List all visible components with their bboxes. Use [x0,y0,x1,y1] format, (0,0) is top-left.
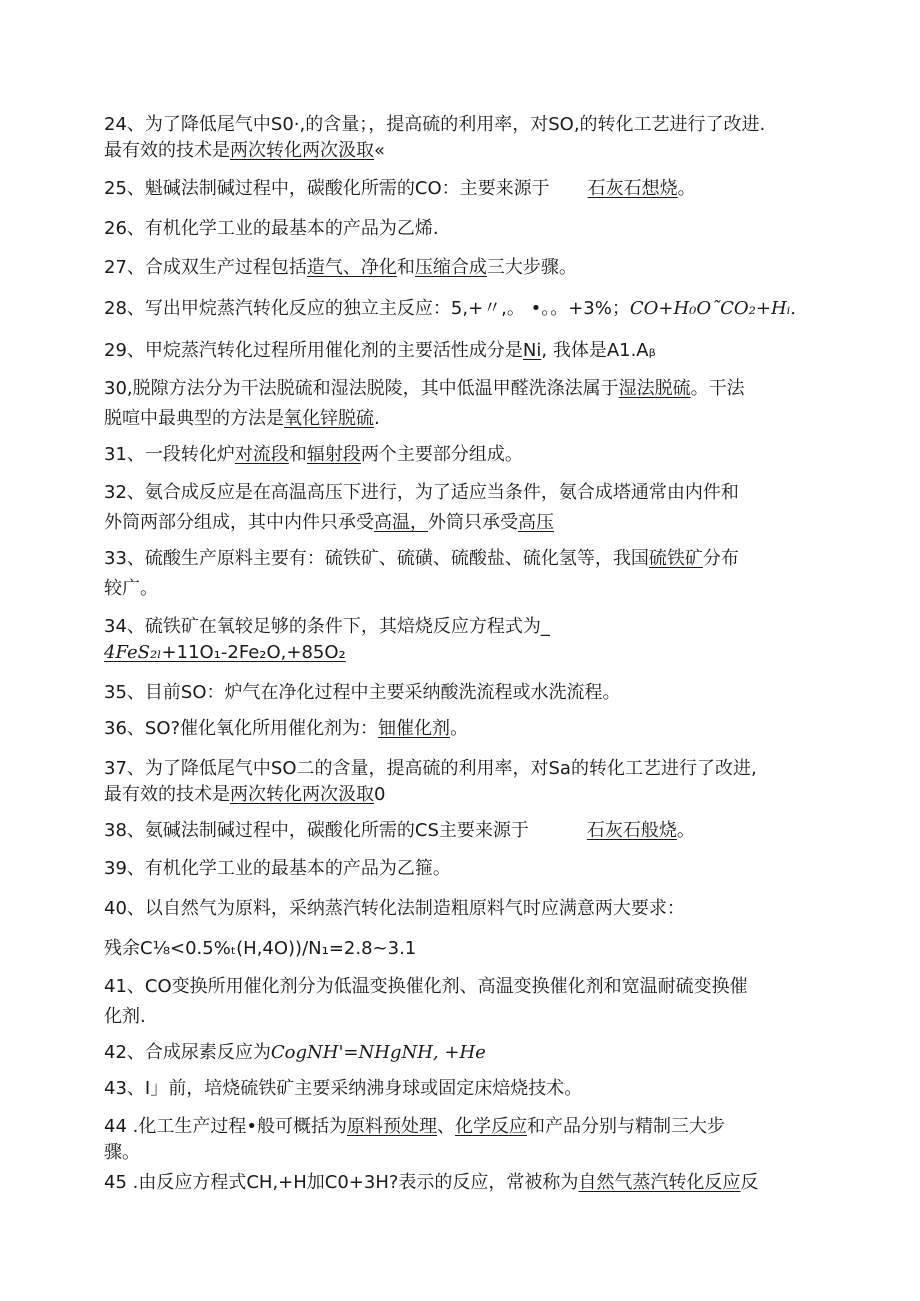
text-run: 39、有机化学工业的最基本的产品为乙箍。 [104,858,451,879]
text-run: 31、一段转化炉 [104,444,235,465]
text-run: 三大步骤。 [486,257,577,278]
line [104,716,816,742]
text-run: 。 [450,718,469,739]
item-39 [104,856,816,882]
answer-blank: 两次转化两次汲取 [230,784,374,805]
text-run: 43、I」前，培烧硫铁矿主要采纳沸身球或固定床焙烧技术。 [104,1078,583,1099]
text-run: 27、合成双生产过程包括 [104,257,307,278]
text-run: 、 [436,1116,455,1137]
text-run: 脱喧中最典型的方法是 [104,408,284,429]
item-40-answer [104,936,816,962]
line [104,818,816,844]
line [104,1076,816,1102]
line [104,756,816,782]
line [104,1004,816,1030]
text-run: 26、有机化学工业的最基本的产品为乙烯. [104,218,439,239]
line [104,510,816,536]
line [104,936,816,962]
formula: CogNH'=NHgNH, +He [270,1042,486,1063]
item-36 [104,716,816,742]
item-32 [104,480,816,536]
item-44 [104,1114,816,1166]
line [104,112,816,138]
text-run: « [374,140,386,161]
answer-blank: 原料预处理 [346,1116,437,1137]
line [104,782,816,808]
line [104,216,816,242]
item-25 [104,176,816,202]
text-run: 。 [676,820,695,841]
line [104,614,816,640]
answer-blank: Ni [522,340,542,361]
text-run: 和 [396,257,415,278]
line [104,296,816,322]
item-38 [104,818,816,844]
text-run: 24、为了降低尾气中S0·,的含量；，提高硫的利用率，对SO,的转化工艺进行了改进. [104,114,766,135]
answer-blank: 湿法脱硫 [618,378,691,399]
item-29 [104,338,816,364]
answer-blank: 压缩合成 [414,257,487,278]
item-43 [104,1076,816,1102]
line [104,1114,816,1140]
line [104,974,816,1000]
text-run: 两个主要部分组成。 [360,444,523,465]
item-42 [104,1040,816,1066]
text-run: 化剂. [104,1006,146,1027]
item-37 [104,756,816,808]
answer-blank: 石灰石般烧 [586,820,677,841]
item-31 [104,442,816,468]
answer-blank: 高压 [518,512,554,533]
line [104,546,816,572]
line [104,680,816,706]
line [104,406,816,432]
formula: CO+H₀O˜CO₂+Hᵢ. [629,298,797,319]
text-run: 32、氨合成反应是在高温高压下进行，为了适应当条件，氨合成塔通常由内件和 [104,482,739,503]
text-run: 最有效的技术是 [104,784,230,805]
text-run: 和 [288,444,307,465]
text-run: 外筒只承受 [428,512,518,533]
answer-blank: 高温， [374,512,428,533]
item-34 [104,614,816,666]
line [104,176,816,202]
item-28 [104,296,816,322]
text-run: 34、硫铁矿在氧较足够的条件下，其焙烧反应方程式为_ [104,616,550,637]
answer-blank: 化学反应 [454,1116,527,1137]
text-run: 33、硫酸生产原料主要有：硫铁矿、硫磺、硫酸盐、硫化氢等，我国 [104,548,649,569]
text-run: 28、写出甲烷蒸汽转化反应的独立主反应：5,+〃,。 •。。+3%； [104,298,630,319]
item-30 [104,376,816,432]
text-run: 42、合成尿素反应为 [104,1042,271,1063]
line [104,480,816,506]
item-35 [104,680,816,706]
item-45 [104,1170,816,1196]
text-run: 38、氨碱法制碱过程中，碳酸化所需的CS主要来源于 [104,820,529,841]
answer-blank: 氧化锌脱硫 [284,408,374,429]
text-run: 40、以自然气为原料，采纳蒸汽转化法制造粗原料气时应满意两大要求： [104,898,685,919]
text-run: 外筒两部分组成，其中内件只承受 [104,512,374,533]
formula: 4FeS₂ₗ [104,642,162,663]
text-run: 分布 [702,548,739,569]
answer-blank: 钿催化剂 [378,718,451,739]
text-run: 37、为了降低尾气中SO二的含量，提高硫的利用率，对Sa的转化工艺进行了改进, [104,758,757,779]
answer-blank: 辐射段 [306,444,361,465]
answer-blank: 对流段 [234,444,289,465]
line [104,338,816,364]
answer-blank: 两次转化两次汲取 [230,140,374,161]
text-run: 29、甲烷蒸汽转化过程所用催化剂的主要活性成分是 [104,340,523,361]
line [104,1040,816,1066]
line [104,1140,816,1166]
answer-blank: 自然气蒸汽转化反应 [578,1172,741,1193]
line [104,442,816,468]
text-run: 。干法 [690,378,745,399]
text-run: 44 .化工生产过程•般可概括为 [104,1116,347,1137]
answer-blank: 硫铁矿 [648,548,703,569]
item-24 [104,112,816,164]
item-33 [104,546,816,602]
text-run: 36、SO?催化氧化所用催化剂为： [104,718,379,739]
text-run: 。 [677,178,696,199]
line [104,376,816,402]
text-run: 骤。 [104,1142,140,1163]
text-run: 较广。 [104,578,158,599]
line [104,640,816,666]
text-run: , 我体是A1.Aᵦ [541,340,656,361]
answer-blank: 造气、净化 [306,257,397,278]
line [104,896,816,922]
text-run: 反 [740,1172,759,1193]
answer-blank: 石灰石想烧 [587,178,678,199]
item-41 [104,974,816,1030]
item-27 [104,255,816,281]
text-run: 0 [374,784,386,805]
text-run: 残余C⅛<0.5%ₜ(H,4O))/N₁=2.8~3.1 [104,938,417,959]
line [104,856,816,882]
text-run: 45 .由反应方程式CH,+H加C0+3H?表示的反应，常被称为 [104,1172,579,1193]
line [104,138,816,164]
text-run: 35、目前SO：炉气在净化过程中主要采纳酸洗流程或水洗流程。 [104,682,621,703]
text-run: 和产品分别与精制三大步 [526,1116,725,1137]
text-run: 41、CO变换所用催化剂分为低温变换催化剂、高温变换催化剂和宽温耐硫变换催 [104,976,748,997]
line [104,576,816,602]
text-run: 最有效的技术是 [104,140,230,161]
text-run: 25、魁碱法制碱过程中，碳酸化所需的CO：主要来源于 [104,178,550,199]
line [104,255,816,281]
text-run: . [374,408,380,429]
item-26 [104,216,816,242]
item-40 [104,896,816,922]
formula: +11O₁-2Fe₂O,+85O₂ [161,642,346,663]
line [104,1170,816,1196]
text-run: 30,脱隙方法分为干法脱硫和湿法脱陵，其中低温甲醛洗涤法属于 [104,378,619,399]
